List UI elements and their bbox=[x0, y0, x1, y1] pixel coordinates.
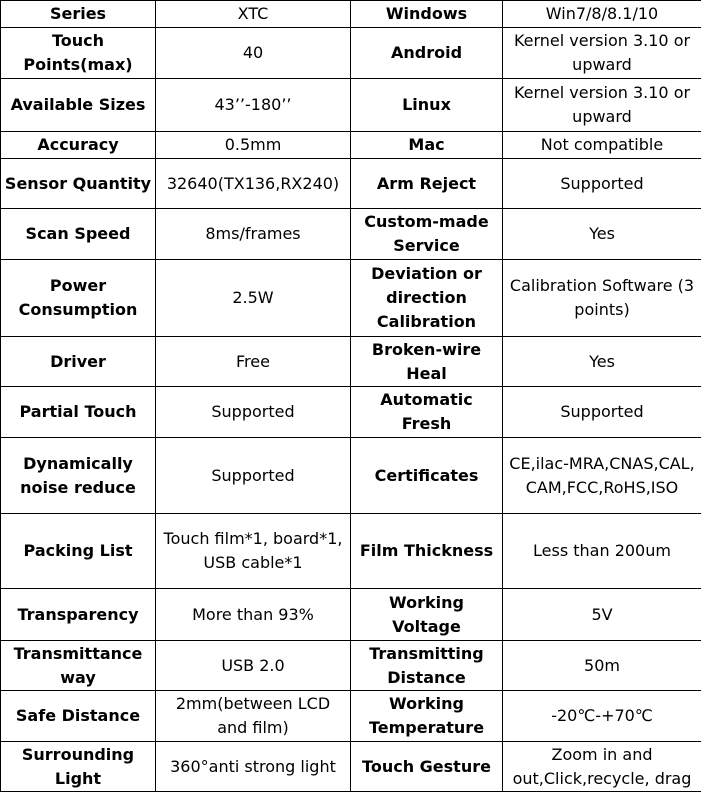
spec-label: Linux bbox=[351, 79, 503, 132]
spec-value: Not compatible bbox=[503, 132, 701, 159]
spec-label: Scan Speed bbox=[1, 209, 156, 260]
table-row bbox=[1, 79, 701, 132]
table-row bbox=[1, 159, 701, 209]
table-row bbox=[1, 438, 701, 514]
table-row bbox=[1, 742, 701, 792]
spec-value: 40 bbox=[156, 28, 351, 79]
spec-label: Safe Distance bbox=[1, 691, 156, 742]
table-row bbox=[1, 691, 701, 742]
spec-value: 5V bbox=[503, 589, 701, 641]
spec-value: Yes bbox=[503, 209, 701, 260]
spec-value: XTC bbox=[156, 1, 351, 28]
spec-label: Available Sizes bbox=[1, 79, 156, 132]
spec-label: Automatic Fresh bbox=[351, 387, 503, 438]
spec-value: Supported bbox=[156, 387, 351, 438]
spec-value: Touch film*1, board*1, USB cable*1 bbox=[156, 514, 351, 589]
spec-value: More than 93% bbox=[156, 589, 351, 641]
spec-value: Win7/8/8.1/10 bbox=[503, 1, 701, 28]
spec-label: Certificates bbox=[351, 438, 503, 514]
spec-value: Supported bbox=[503, 159, 701, 209]
spec-value: Kernel version 3.10 or upward bbox=[503, 28, 701, 79]
spec-value: 8ms/frames bbox=[156, 209, 351, 260]
spec-label: Transmittance way bbox=[1, 641, 156, 691]
spec-value: Supported bbox=[503, 387, 701, 438]
spec-label: Android bbox=[351, 28, 503, 79]
spec-value: 50m bbox=[503, 641, 701, 691]
spec-label: Custom-made Service bbox=[351, 209, 503, 260]
spec-label: Accuracy bbox=[1, 132, 156, 159]
spec-label: Mac bbox=[351, 132, 503, 159]
spec-value: Zoom in and out,Click,recycle, drag bbox=[503, 742, 701, 792]
table-row bbox=[1, 260, 701, 337]
spec-label: Sensor Quantity bbox=[1, 159, 156, 209]
spec-value: 43’’-180’’ bbox=[156, 79, 351, 132]
spec-value: -20℃-+70℃ bbox=[503, 691, 701, 742]
spec-value: Supported bbox=[156, 438, 351, 514]
spec-value: Kernel version 3.10 or upward bbox=[503, 79, 701, 132]
spec-value: USB 2.0 bbox=[156, 641, 351, 691]
spec-label: Broken-wire Heal bbox=[351, 337, 503, 387]
spec-label: Touch Gesture bbox=[351, 742, 503, 792]
table-row bbox=[1, 514, 701, 589]
spec-label: Driver bbox=[1, 337, 156, 387]
table-row bbox=[1, 387, 701, 438]
table-row bbox=[1, 589, 701, 641]
table-row bbox=[1, 337, 701, 387]
spec-label: Windows bbox=[351, 1, 503, 28]
table-row bbox=[1, 209, 701, 260]
spec-label: Packing List bbox=[1, 514, 156, 589]
spec-value: Free bbox=[156, 337, 351, 387]
table-row bbox=[1, 28, 701, 79]
spec-label: Dynamically noise reduce bbox=[1, 438, 156, 514]
spec-label: Arm Reject bbox=[351, 159, 503, 209]
spec-value: Yes bbox=[503, 337, 701, 387]
table-row bbox=[1, 641, 701, 691]
spec-label: Film Thickness bbox=[351, 514, 503, 589]
spec-value: 360°anti strong light bbox=[156, 742, 351, 792]
spec-label: Power Consumption bbox=[1, 260, 156, 337]
spec-value: Less than 200um bbox=[503, 514, 701, 589]
spec-value: 0.5mm bbox=[156, 132, 351, 159]
table-row bbox=[1, 1, 701, 28]
spec-label: Series bbox=[1, 1, 156, 28]
spec-label: Deviation or direction Calibration bbox=[351, 260, 503, 337]
spec-value: Calibration Software (3 points) bbox=[503, 260, 701, 337]
spec-label: Transmitting Distance bbox=[351, 641, 503, 691]
spec-value: 2.5W bbox=[156, 260, 351, 337]
spec-label: Surrounding Light bbox=[1, 742, 156, 792]
spec-value: CE,ilac-MRA,CNAS,CAL, CAM,FCC,RoHS,ISO bbox=[503, 438, 701, 514]
table-row bbox=[1, 132, 701, 159]
spec-label: Transparency bbox=[1, 589, 156, 641]
spec-value: 2mm(between LCD and film) bbox=[156, 691, 351, 742]
spec-value: 32640(TX136,RX240) bbox=[156, 159, 351, 209]
spec-label: Working Voltage bbox=[351, 589, 503, 641]
spec-label: Partial Touch bbox=[1, 387, 156, 438]
spec-label: Working Temperature bbox=[351, 691, 503, 742]
spec-label: Touch Points(max) bbox=[1, 28, 156, 79]
